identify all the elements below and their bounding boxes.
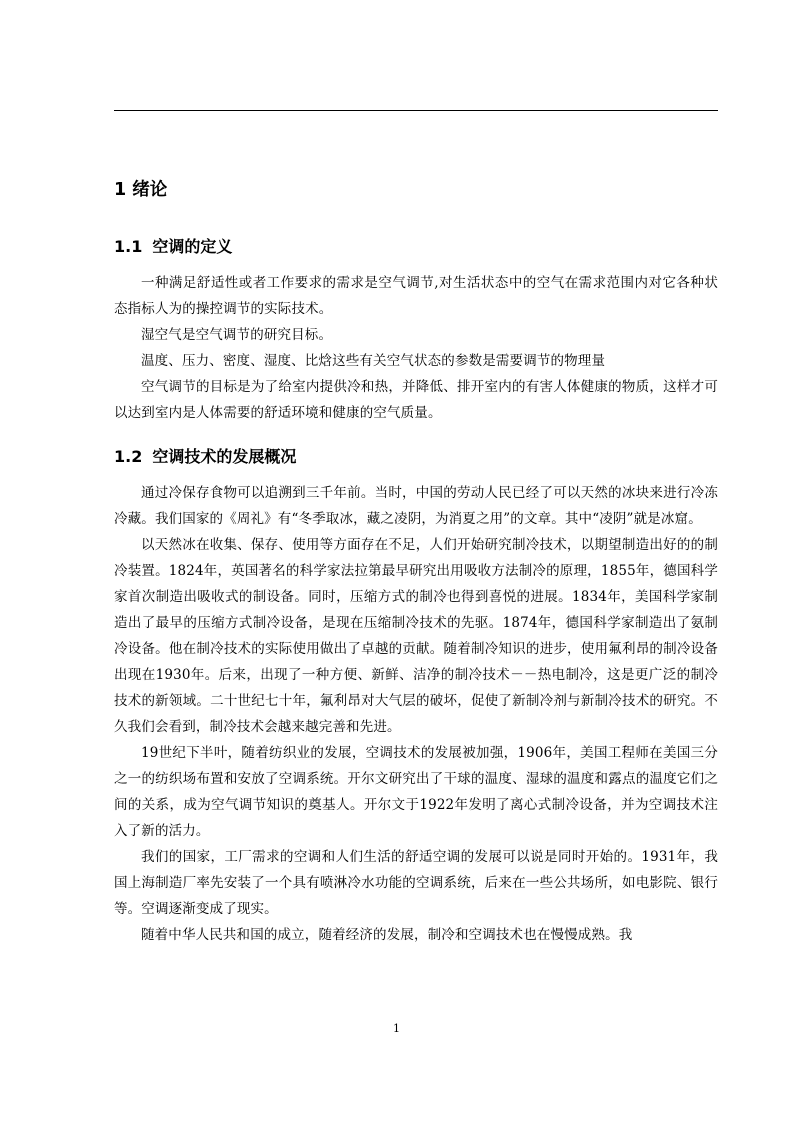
paragraph: 温度、压力、密度、湿度、比焓这些有关空气状态的参数是需要调节的物理量 <box>141 353 606 369</box>
page-content <box>114 176 718 966</box>
section-number: 1.1 <box>114 237 143 256</box>
paragraph: 一种满足舒适性或者工作要求的需求是空气调节,对生活状态中的空气在需求范围内对它各种状态指标人为的操控调节的实际技术。 <box>114 275 718 317</box>
section-heading <box>114 444 718 470</box>
page-number: 1 <box>393 1022 400 1035</box>
paragraph: 19世纪下半叶，随着纺织业的发展，空调技术的发展被加强，1906年，美国工程师在美国三分之一的纺织场布置和安放了空调系统。开尔文研究出了干球的温度、湿球的温度和露点的温度它们之间的关系，成为空气调节知识的奠基人。开尔文于1922年发明了离心式制冷设备，并为空调技术注入了新的活力。 <box>114 745 718 839</box>
section-1-1 <box>114 234 718 426</box>
section-1-2 <box>114 444 718 948</box>
paragraph: 以天然冰在收集、保存、使用等方面存在不足，人们开始研究制冷技术，以期望制造出好的的制冷装置。1824年，英国著名的科学家法拉第最早研究出用吸收方法制冷的原理，1855年，德国科学家首次制造出吸收式的制设备。同时，压缩方式的制冷也得到喜悦的进展。1834年，美国科学家制造出了最早的压缩方式制冷设备，是现在压缩制冷技术的先驱。1874年，德国科学家制造出了氨制冷设备。他在制冷技术的实际使用做出了卓越的贡献。随着制冷知识的进步，使用氟利昂的制冷设备出现在1930年。后来，出现了一种方便、新鲜、洁净的制冷技术－－热电制冷，这是更广泛的制冷技术的新领域。二十世纪七十年，氟利昂对大气层的破坏，促使了新制冷剂与新制冷技术的研究。不久我们会看到，制冷技术会越来越完善和先进。 <box>114 537 718 735</box>
header-rule <box>114 110 718 111</box>
section-title: 空调技术的发展概况 <box>152 447 297 466</box>
chapter-title: 1 绪论 <box>114 180 168 200</box>
paragraph: 随着中华人民共和国的成立，随着经济的发展，制冷和空调技术也在慢慢成熟。我 <box>141 927 633 943</box>
section-heading <box>114 234 718 260</box>
paragraph: 空气调节的目标是为了给室内提供冷和热，并降低、排开室内的有害人体健康的物质，这样才可以达到室内是人体需要的舒适环境和健康的空气质量。 <box>114 379 718 421</box>
section-title: 空调的定义 <box>152 237 233 256</box>
section-number: 1.2 <box>114 447 143 466</box>
paragraph: 湿空气是空气调节的研究目标。 <box>141 327 333 343</box>
paragraph: 我们的国家，工厂需求的空调和人们生活的舒适空调的发展可以说是同时开始的。1931年，我国上海制造厂率先安装了一个具有喷淋冷水功能的空调系统，后来在一些公共场所，如电影院、银行等。空调逐渐变成了现实。 <box>114 849 718 917</box>
paragraph: 通过冷保存食物可以追溯到三千年前。当时，中国的劳动人民已经了可以天然的冰块来进行冷冻冷藏。我们国家的《周礼》有“冬季取冰，藏之凌阴，为消夏之用”的文章。其中“凌阴”就是冰窟。 <box>114 485 718 527</box>
